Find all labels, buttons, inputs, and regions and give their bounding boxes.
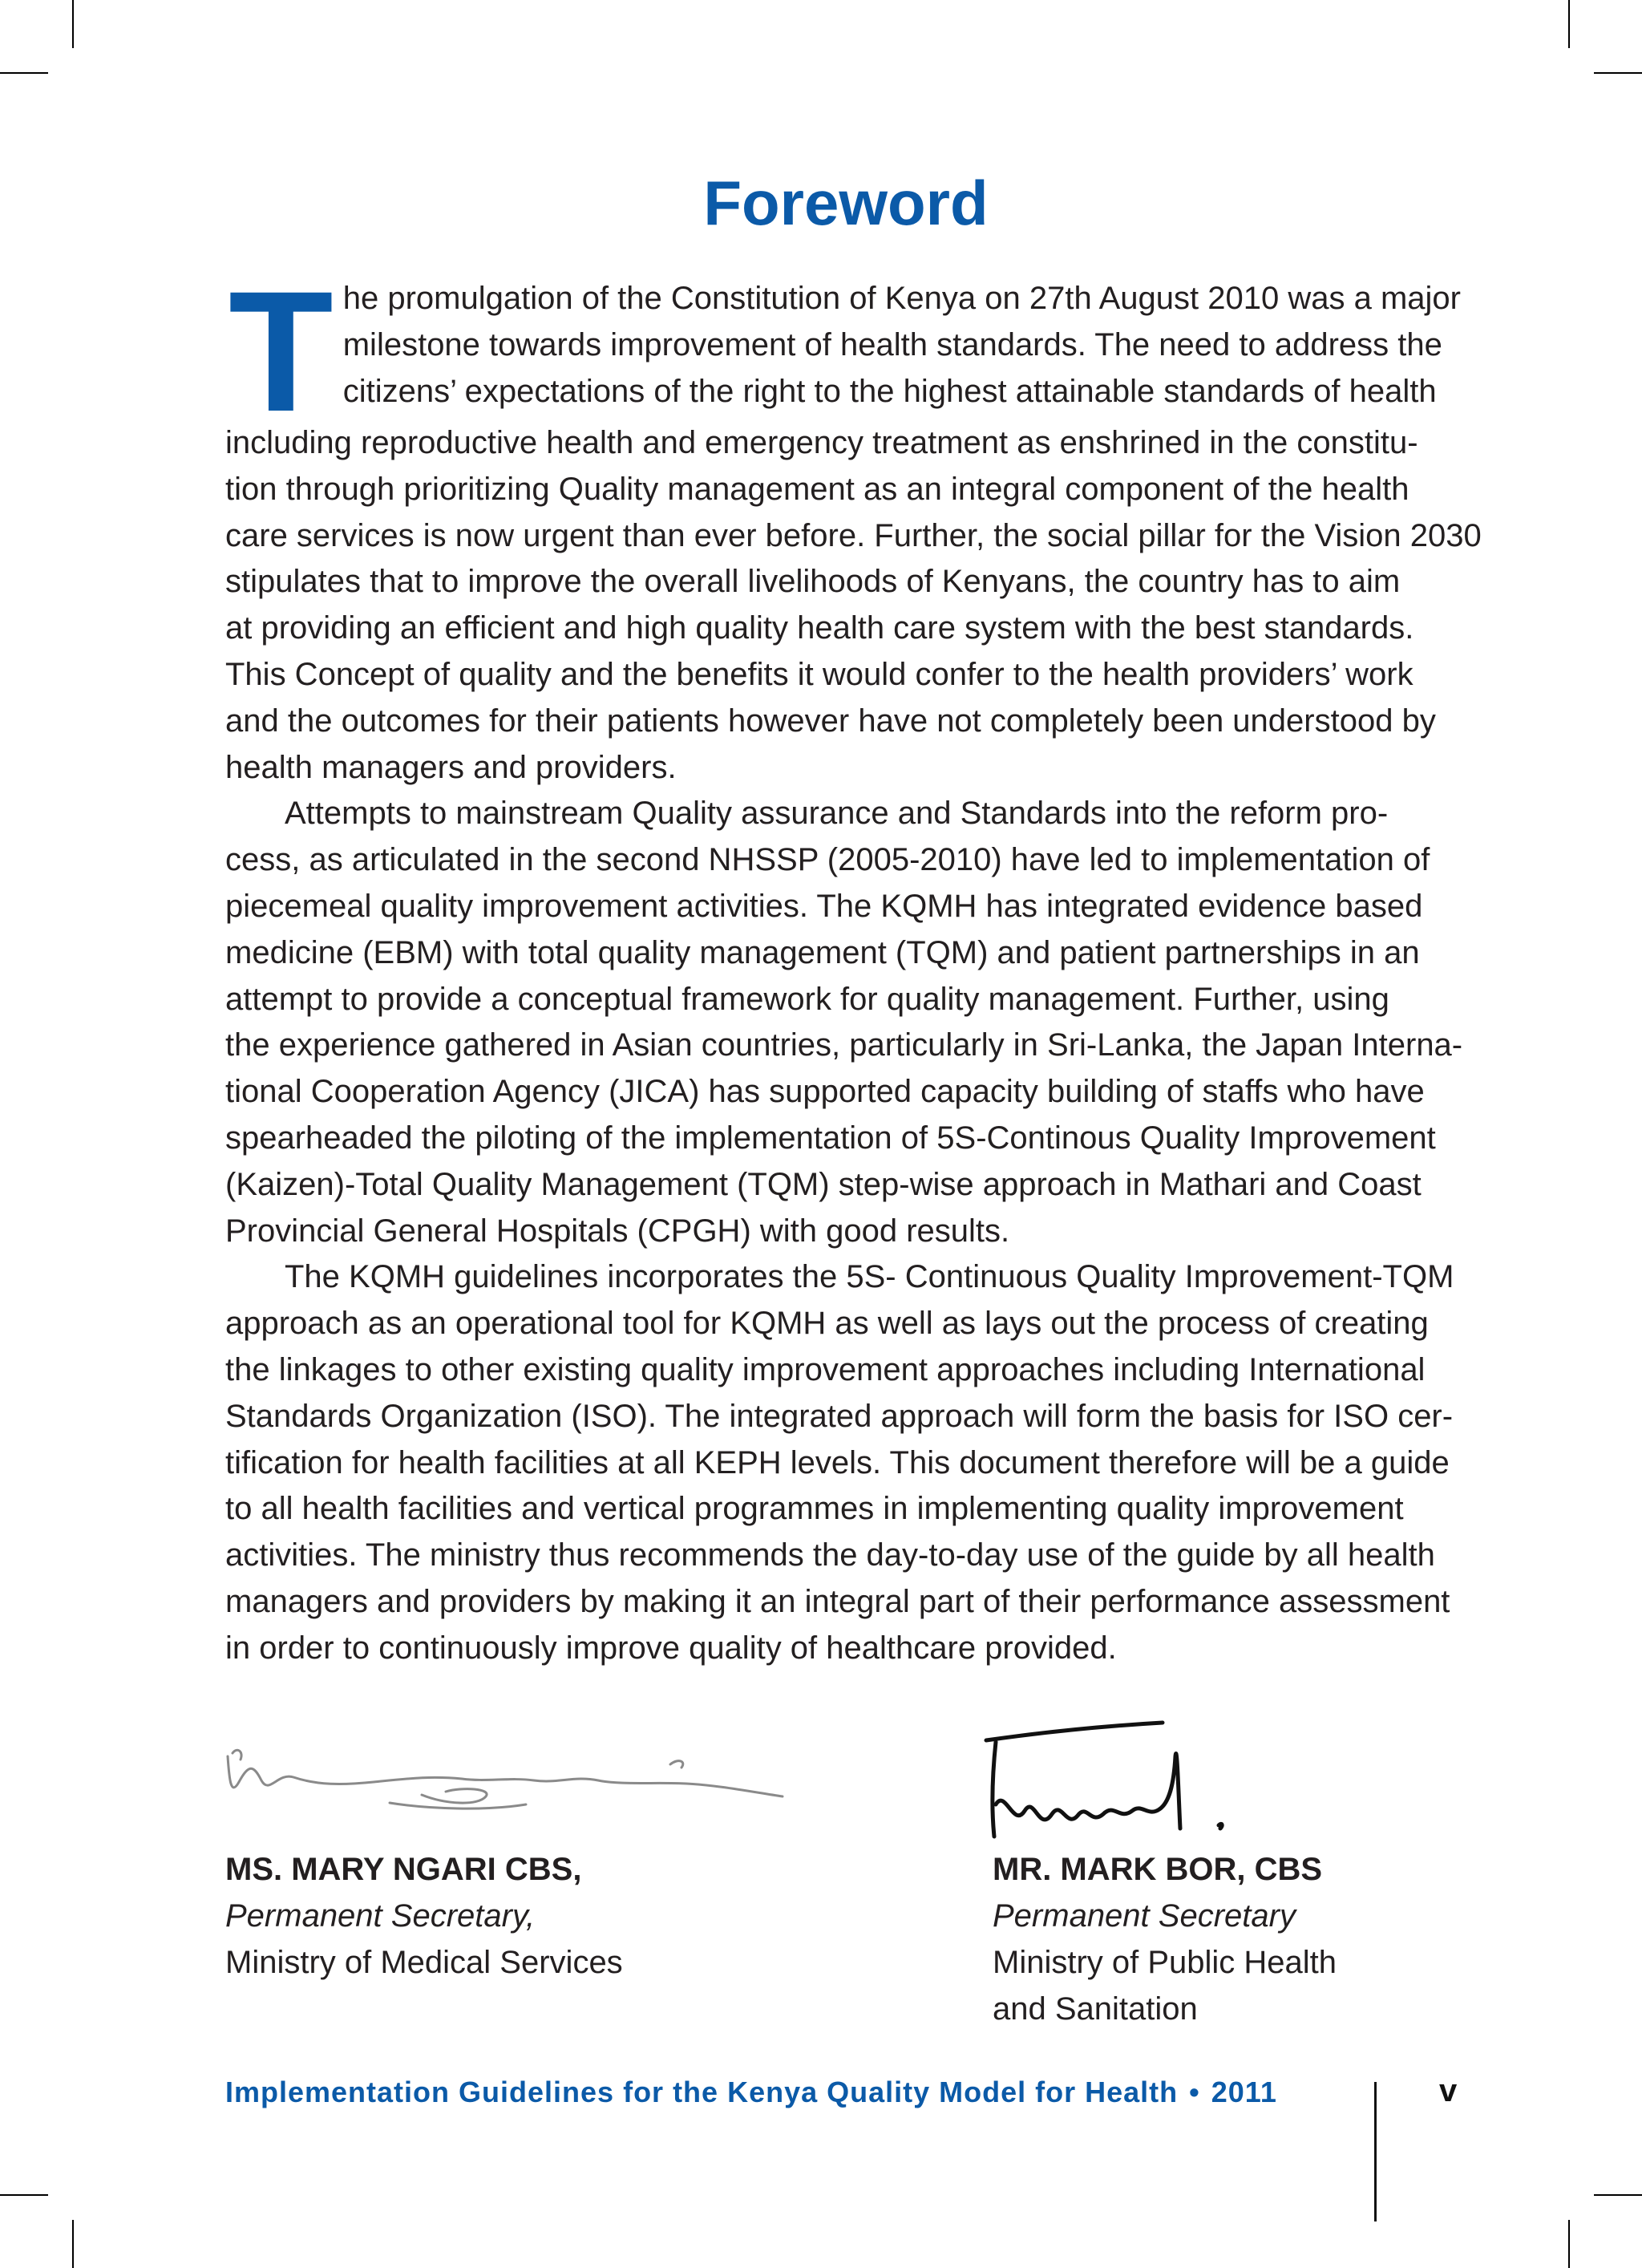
text-line: Attempts to mainstream Quality assurance and Standards into the reform pro- (285, 796, 1389, 832)
signatory-organization: Ministry of Medical Services (225, 1945, 623, 1980)
text-line: tification for health facilities at all KEPH levels. This document therefore will be a guide (225, 1444, 1450, 1480)
signature-right (978, 1708, 1307, 1849)
text-line: approach as an operational tool for KQMH as well as lays out the process of creating (225, 1306, 1429, 1342)
text-line: he promulgation of the Constitution of Kenya on 27th August 2010 was a major (342, 281, 1461, 316)
foreword-body (225, 256, 1482, 1672)
crop-mark (0, 72, 48, 74)
page-title: Foreword (703, 168, 989, 238)
signatory-organization: Ministry of Public Health (993, 1945, 1337, 1980)
text-line: in order to continuously improve quality of healthcare provided. (225, 1630, 1117, 1666)
text-line: Provincial General Hospitals (CPGH) with good results. (225, 1213, 1010, 1249)
text-line: including reproductive health and emergency treatment as enshrined in the constitu- (225, 425, 1418, 460)
text-line: (Kaizen)-Total Quality Management (TQM) step-wise approach in Mathari and Coast (225, 1166, 1422, 1202)
text-line: care services is now urgent than ever before. Further, the social pillar for the Vision 2030 (225, 517, 1482, 553)
text-line: and the outcomes for their patients however have not completely been understood by (225, 703, 1436, 739)
footer-separator: • (1189, 2076, 1200, 2108)
paragraph-1 (225, 256, 1482, 791)
paragraph-3 (225, 1254, 1460, 1671)
text-line: stipulates that to improve the overall livelihoods of Kenyans, the country has to aim (225, 564, 1401, 600)
text-line: tion through prioritizing Quality management as an integral component of the health (225, 471, 1409, 507)
signatory-name: MR. MARK BOR, CBS (993, 1852, 1323, 1887)
text-line: Standards Organization (ISO). The integrated approach will form the basis for ISO cer- (225, 1398, 1454, 1434)
text-line: milestone towards improvement of health standards. The need to address the (342, 326, 1442, 362)
signatory-right (993, 1846, 1337, 2032)
crop-mark (1594, 2194, 1642, 2196)
text-line: health managers and providers. (225, 749, 677, 785)
signatory-role: Permanent Secretary (993, 1898, 1296, 1934)
page-number-rule (1374, 2082, 1377, 2221)
text-line: tional Cooperation Agency (JICA) has supported capacity building of staffs who have (225, 1074, 1425, 1110)
text-line: cess, as articulated in the second NHSSP (2005-2010) have led to implementation of (225, 842, 1430, 878)
signature-left (221, 1708, 795, 1837)
text-line: activities. The ministry thus recommends the day-to-day use of the guide by all health (225, 1537, 1435, 1573)
text-line: The KQMH guidelines incorporates the 5S- Continuous Quality Improvement-TQM (285, 1259, 1454, 1295)
text-line: piecemeal quality improvement activities. The KQMH has integrated evidence based (225, 888, 1423, 924)
text-line: the experience gathered in Asian countries, particularly in Sri-Lanka, the Japan Interna- (225, 1027, 1463, 1063)
signatory-name: MS. MARY NGARI CBS, (225, 1852, 582, 1887)
footer-title: Implementation Guidelines for the Kenya Quality Model for Health (225, 2076, 1179, 2108)
footer-year: 2011 (1211, 2076, 1277, 2108)
crop-mark (0, 2194, 48, 2196)
crop-mark (72, 2220, 74, 2268)
text-line: This Concept of quality and the benefits it would confer to the health providers’ work (225, 656, 1413, 692)
crop-mark (1568, 0, 1570, 48)
signatory-left (225, 1846, 623, 1986)
drop-cap: T (229, 256, 334, 448)
crop-mark (72, 0, 74, 48)
text-line: managers and providers by making it an integral part of their performance assessment (225, 1583, 1450, 1619)
text-line: citizens’ expectations of the right to the highest attainable standards of health (342, 373, 1437, 409)
text-line: spearheaded the piloting of the implementation of 5S-Continous Quality Improvement (225, 1120, 1436, 1156)
running-footer (225, 2076, 1277, 2109)
crop-mark (1568, 2220, 1570, 2268)
text-line: the linkages to other existing quality improvement approaches including International (225, 1351, 1426, 1387)
crop-mark (1594, 72, 1642, 74)
text-line: at providing an efficient and high quality health care system with the best standards. (225, 610, 1414, 646)
paragraph-2 (225, 791, 1463, 1254)
text-line: attempt to provide a conceptual framework for quality management. Further, using (225, 981, 1389, 1017)
text-line: to all health facilities and vertical programmes in implementing quality improvement (225, 1491, 1404, 1527)
signatory-role: Permanent Secretary, (225, 1898, 536, 1934)
page-number: v (1439, 2073, 1458, 2108)
signatory-organization: and Sanitation (993, 1991, 1198, 2027)
text-line: medicine (EBM) with total quality management (TQM) and patient partnerships in an (225, 934, 1420, 970)
